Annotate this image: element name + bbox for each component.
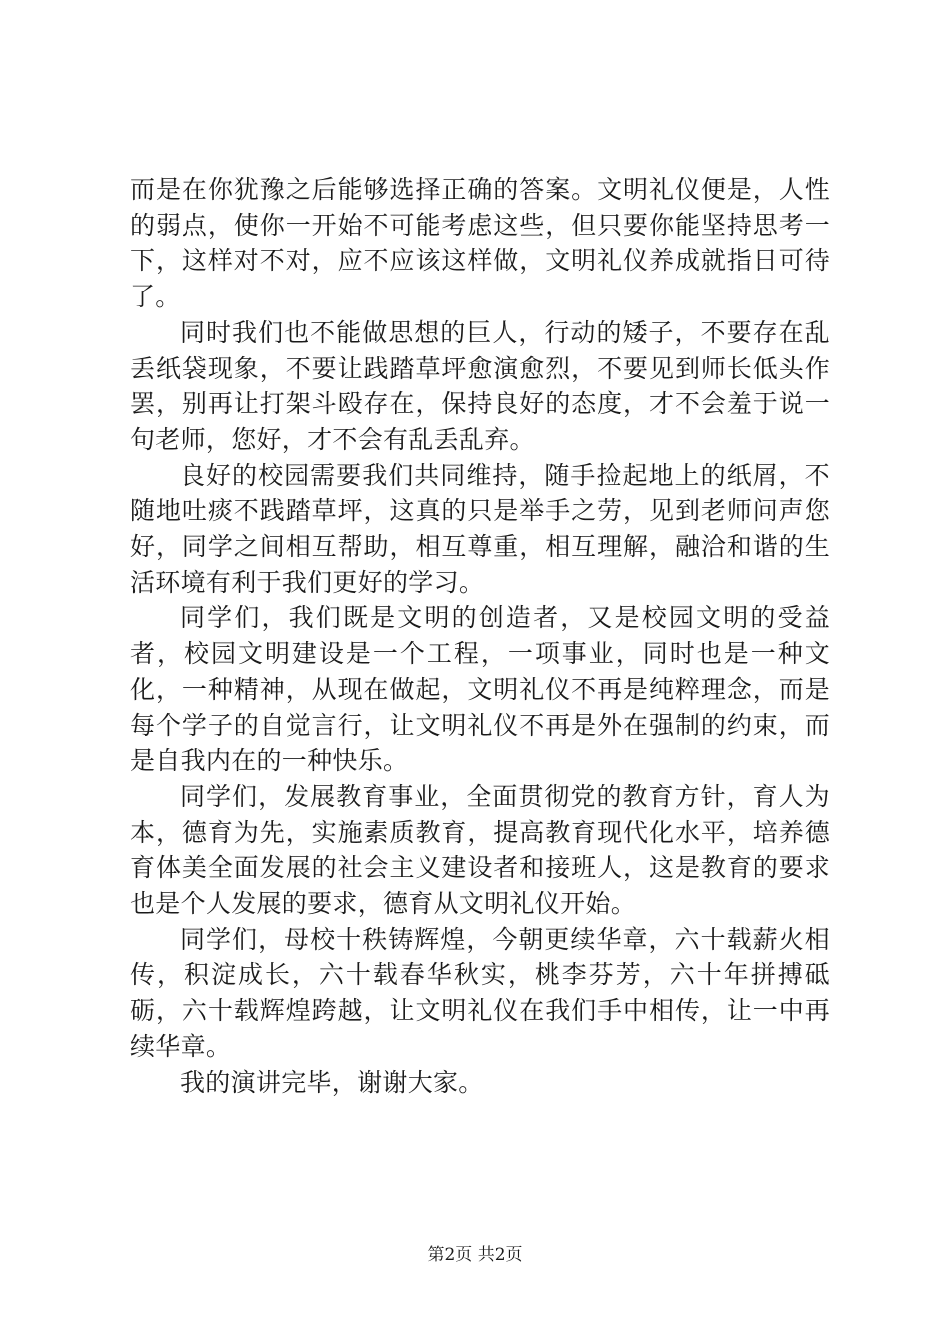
page-footer: 第2页 共2页 [427, 1245, 523, 1265]
paragraph: 良好的校园需要我们共同维持，随手捡起地上的纸屑，不随地吐痰不践踏草坪，这真的只是举手之劳，见到老师问声您好，同学之间相互帮助，相互尊重，相互理解，融洽和谐的生活环境有利于我们更好的学习。 [130, 460, 830, 597]
paragraph: 我的演讲完毕，谢谢大家。 [180, 1067, 484, 1097]
paragraph: 同学们，母校十秩铸辉煌，今朝更续华章，六十载薪火相传，积淀成长，六十载春华秋实，桃李芬芳，六十年拼搏砥砺，六十载辉煌跨越，让文明礼仪在我们手中相传，让一中再续华章。 [130, 924, 830, 1061]
paragraph: 而是在你犹豫之后能够选择正确的答案。文明礼仪便是，人性的弱点，使你一开始不可能考虑这些，但只要你能坚持思考一下，这样对不对，应不应该这样做，文明礼仪养成就指日可待了。 [130, 175, 830, 312]
paragraph: 同时我们也不能做思想的巨人，行动的矮子，不要存在乱丢纸袋现象，不要让践踏草坪愈演愈烈，不要见到师长低头作罢，别再让打架斗殴存在，保持良好的态度，才不会羞于说一句老师，您好，才不会有乱丢乱弃。 [130, 317, 830, 454]
paragraph: 同学们，我们既是文明的创造者，又是校园文明的受益者，校园文明建设是一个工程，一项事业，同时也是一种文化，一种精神，从现在做起，文明礼仪不再是纯粹理念，而是每个学子的自觉言行，让文明礼仪不再是外在强制的约束，而是自我内在的一种快乐。 [130, 603, 830, 776]
paragraph: 同学们，发展教育事业，全面贯彻党的教育方针，育人为本，德育为先，实施素质教育，提高教育现代化水平，培养德育体美全面发展的社会主义建设者和接班人，这是教育的要求也是个人发展的要求，德育从文明礼仪开始。 [130, 781, 830, 919]
document-body [130, 172, 830, 1100]
